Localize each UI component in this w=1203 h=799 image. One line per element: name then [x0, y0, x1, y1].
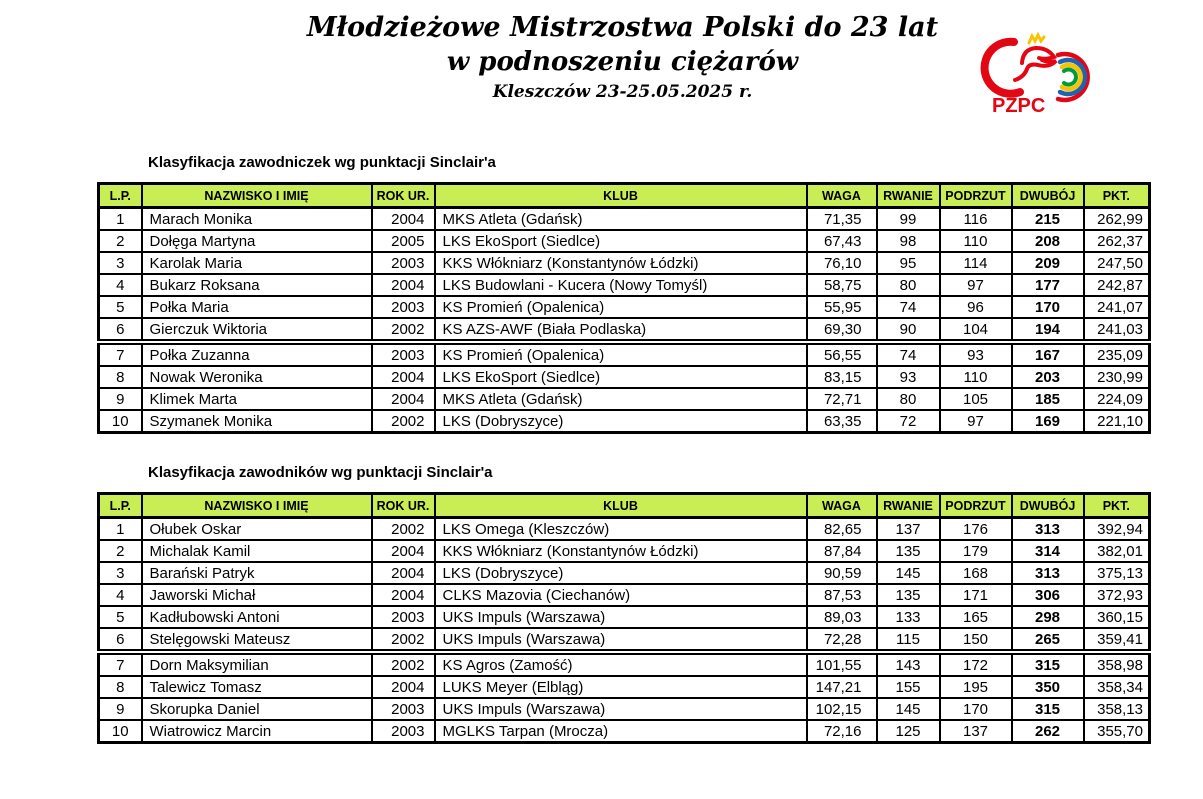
table-cell: 2002 [372, 652, 435, 676]
table-cell: Skorupka Daniel [142, 698, 372, 720]
table-cell: 137 [877, 518, 940, 541]
table-cell: 172 [940, 652, 1012, 676]
table-cell: Dorn Maksymilian [142, 652, 372, 676]
table-row [99, 252, 1150, 274]
table-cell: 135 [877, 540, 940, 562]
table-cell: 80 [877, 388, 940, 410]
column-header-club: KLUB [435, 184, 807, 208]
table-cell: 358,34 [1084, 676, 1150, 698]
column-header-total: DWUBÓJ [1012, 494, 1084, 518]
table-cell: 224,09 [1084, 388, 1150, 410]
table-cell: 265 [1012, 628, 1084, 652]
table-cell: 215 [1012, 208, 1084, 231]
table-cell: 76,10 [807, 252, 877, 274]
table-cell: LKS (Dobryszyce) [435, 562, 807, 584]
table-cell: 2005 [372, 230, 435, 252]
table-cell: 72,28 [807, 628, 877, 652]
table-row [99, 540, 1150, 562]
table-row [99, 208, 1150, 231]
table-row [99, 518, 1150, 541]
column-header-total: DWUBÓJ [1012, 184, 1084, 208]
table-cell: 185 [1012, 388, 1084, 410]
table-cell: 2004 [372, 274, 435, 296]
table-cell: 2004 [372, 366, 435, 388]
table-cell: 93 [940, 342, 1012, 366]
table-cell: Stelęgowski Mateusz [142, 628, 372, 652]
table-cell: 2 [99, 540, 142, 562]
table-cell: 203 [1012, 366, 1084, 388]
table-cell: Nowak Weronika [142, 366, 372, 388]
table-cell: 358,98 [1084, 652, 1150, 676]
table-cell: 133 [877, 606, 940, 628]
table-cell: 104 [940, 318, 1012, 342]
table-cell: 135 [877, 584, 940, 606]
section-title-men: Klasyfikacja zawodników wg punktacji Sinclair'a [148, 464, 493, 481]
table-cell: 179 [940, 540, 1012, 562]
table-cell: 93 [877, 366, 940, 388]
table-cell: 382,01 [1084, 540, 1150, 562]
table-cell: 89,03 [807, 606, 877, 628]
table-cell: 72,16 [807, 720, 877, 743]
table-cell: 208 [1012, 230, 1084, 252]
table-row [99, 274, 1150, 296]
table-cell: LKS EkoSport (Siedlce) [435, 366, 807, 388]
table-cell: 169 [1012, 410, 1084, 433]
table-cell: 99 [877, 208, 940, 231]
table-cell: KS AZS-AWF (Biała Podlaska) [435, 318, 807, 342]
table-cell: 137 [940, 720, 1012, 743]
table-cell: 147,21 [807, 676, 877, 698]
table-cell: 314 [1012, 540, 1084, 562]
table-cell: Talewicz Tomasz [142, 676, 372, 698]
table-cell: 209 [1012, 252, 1084, 274]
table-row [99, 584, 1150, 606]
table-cell: 116 [940, 208, 1012, 231]
column-header-weight: WAGA [807, 184, 877, 208]
table-cell: Gierczuk Wiktoria [142, 318, 372, 342]
table-cell: CLKS Mazovia (Ciechanów) [435, 584, 807, 606]
table-cell: 74 [877, 296, 940, 318]
column-header-cleanjerk: PODRZUT [940, 494, 1012, 518]
title-line-1: Młodzieżowe Mistrzostwa Polski do 23 lat [306, 12, 939, 43]
table-cell: 71,35 [807, 208, 877, 231]
table-cell: 101,55 [807, 652, 877, 676]
table-cell: 313 [1012, 518, 1084, 541]
table-cell: 241,07 [1084, 296, 1150, 318]
table-cell: 97 [940, 274, 1012, 296]
column-header-points: PKT. [1084, 494, 1150, 518]
table-cell: 56,55 [807, 342, 877, 366]
table-cell: 359,41 [1084, 628, 1150, 652]
olympic-arcs-icon [1058, 54, 1088, 100]
table-cell: KS Promień (Opalenica) [435, 296, 807, 318]
table-cell: 242,87 [1084, 274, 1150, 296]
table-cell: 167 [1012, 342, 1084, 366]
table-cell: 2003 [372, 342, 435, 366]
table-cell: 98 [877, 230, 940, 252]
section-women [97, 145, 1148, 434]
table-cell: 1 [99, 518, 142, 541]
column-header-snatch: RWANIE [877, 184, 940, 208]
table-cell: 102,15 [807, 698, 877, 720]
crescent-icon [985, 42, 1020, 94]
table-row [99, 230, 1150, 252]
table-cell: Kadłubowski Antoni [142, 606, 372, 628]
table-cell: 87,53 [807, 584, 877, 606]
table-cell: 2002 [372, 318, 435, 342]
table-cell: 9 [99, 388, 142, 410]
table-cell: 10 [99, 410, 142, 433]
table-cell: 83,15 [807, 366, 877, 388]
table-cell: 125 [877, 720, 940, 743]
table-row [99, 698, 1150, 720]
table-row [99, 342, 1150, 366]
table-cell: 2004 [372, 676, 435, 698]
table-cell: 6 [99, 628, 142, 652]
table-cell: LKS (Dobryszyce) [435, 410, 807, 433]
table-cell: 97 [940, 410, 1012, 433]
table-cell: 298 [1012, 606, 1084, 628]
table-cell: Jaworski Michał [142, 584, 372, 606]
table-cell: 69,30 [807, 318, 877, 342]
table-cell: KKS Włókniarz (Konstantynów Łódzki) [435, 252, 807, 274]
table-cell: 105 [940, 388, 1012, 410]
column-header-year: ROK UR. [372, 494, 435, 518]
table-cell: Szymanek Monika [142, 410, 372, 433]
table-cell: 3 [99, 252, 142, 274]
men-results-table [97, 492, 1151, 744]
table-cell: Barański Patryk [142, 562, 372, 584]
table-cell: 170 [1012, 296, 1084, 318]
table-cell: 5 [99, 606, 142, 628]
table-cell: 114 [940, 252, 1012, 274]
table-cell: 115 [877, 628, 940, 652]
table-cell: 262 [1012, 720, 1084, 743]
table-row [99, 652, 1150, 676]
table-cell: 2004 [372, 562, 435, 584]
table-cell: 2004 [372, 584, 435, 606]
column-header-lp: L.P. [99, 184, 142, 208]
table-cell: 95 [877, 252, 940, 274]
table-cell: 2002 [372, 628, 435, 652]
table-cell: Marach Monika [142, 208, 372, 231]
table-cell: 170 [940, 698, 1012, 720]
title-line-3: Kleszczów 23-25.05.2025 r. [492, 81, 753, 102]
logo-text: PZPC [992, 95, 1046, 117]
table-cell: LUKS Meyer (Elbląg) [435, 676, 807, 698]
table-cell: 176 [940, 518, 1012, 541]
table-row [99, 410, 1150, 433]
table-cell: MKS Atleta (Gdańsk) [435, 208, 807, 231]
table-cell: 10 [99, 720, 142, 743]
table-cell: LKS Budowlani - Kucera (Nowy Tomyśl) [435, 274, 807, 296]
table-row [99, 720, 1150, 743]
table-cell: 74 [877, 342, 940, 366]
table-cell: 350 [1012, 676, 1084, 698]
table-cell: 262,37 [1084, 230, 1150, 252]
table-cell: 235,09 [1084, 342, 1150, 366]
table-cell: 2003 [372, 252, 435, 274]
table-cell: 392,94 [1084, 518, 1150, 541]
table-cell: MKS Atleta (Gdańsk) [435, 388, 807, 410]
column-header-weight: WAGA [807, 494, 877, 518]
table-cell: 194 [1012, 318, 1084, 342]
table-cell: 1 [99, 208, 142, 231]
column-header-name: NAZWISKO I IMIĘ [142, 184, 372, 208]
table-cell: UKS Impuls (Warszawa) [435, 698, 807, 720]
table-cell: 2002 [372, 518, 435, 541]
table-cell: 313 [1012, 562, 1084, 584]
table-row [99, 676, 1150, 698]
table-cell: 7 [99, 652, 142, 676]
table-cell: UKS Impuls (Warszawa) [435, 606, 807, 628]
table-cell: 4 [99, 274, 142, 296]
table-cell: 7 [99, 342, 142, 366]
table-cell: 241,03 [1084, 318, 1150, 342]
table-cell: 168 [940, 562, 1012, 584]
table-cell: 8 [99, 676, 142, 698]
table-row [99, 628, 1150, 652]
table-cell: 96 [940, 296, 1012, 318]
table-cell: Połka Zuzanna [142, 342, 372, 366]
table-cell: 8 [99, 366, 142, 388]
table-cell: 355,70 [1084, 720, 1150, 743]
table-cell: 110 [940, 366, 1012, 388]
table-cell: 171 [940, 584, 1012, 606]
table-cell: KS Promień (Opalenica) [435, 342, 807, 366]
table-cell: 306 [1012, 584, 1084, 606]
table-cell: 67,43 [807, 230, 877, 252]
table-cell: Dołęga Martyna [142, 230, 372, 252]
table-row [99, 606, 1150, 628]
table-cell: 221,10 [1084, 410, 1150, 433]
table-cell: 72,71 [807, 388, 877, 410]
column-header-lp: L.P. [99, 494, 142, 518]
table-cell: 315 [1012, 698, 1084, 720]
table-cell: 4 [99, 584, 142, 606]
crown-icon [1029, 35, 1044, 43]
table-cell: 2004 [372, 388, 435, 410]
table-cell: 63,35 [807, 410, 877, 433]
table-header-row [99, 494, 1150, 518]
table-cell: 247,50 [1084, 252, 1150, 274]
column-header-points: PKT. [1084, 184, 1150, 208]
eagle-icon [1015, 48, 1056, 80]
table-cell: 80 [877, 274, 940, 296]
table-cell: 2004 [372, 208, 435, 231]
table-cell: MGLKS Tarpan (Mrocza) [435, 720, 807, 743]
table-cell: LKS EkoSport (Siedlce) [435, 230, 807, 252]
table-cell: 2003 [372, 720, 435, 743]
section-title-women: Klasyfikacja zawodniczek wg punktacji Sinclair'a [148, 154, 496, 171]
table-cell: 360,15 [1084, 606, 1150, 628]
table-cell: Michalak Kamil [142, 540, 372, 562]
table-cell: 358,13 [1084, 698, 1150, 720]
column-header-name: NAZWISKO I IMIĘ [142, 494, 372, 518]
table-header-row [99, 184, 1150, 208]
table-cell: 2 [99, 230, 142, 252]
table-cell: KS Agros (Zamość) [435, 652, 807, 676]
table-cell: 2003 [372, 698, 435, 720]
table-cell: 72 [877, 410, 940, 433]
column-header-snatch: RWANIE [877, 494, 940, 518]
table-cell: 230,99 [1084, 366, 1150, 388]
table-cell: Połka Maria [142, 296, 372, 318]
table-cell: 90 [877, 318, 940, 342]
section-men [97, 455, 1148, 744]
table-cell: 262,99 [1084, 208, 1150, 231]
table-cell: 87,84 [807, 540, 877, 562]
table-cell: 58,75 [807, 274, 877, 296]
table-row [99, 318, 1150, 342]
table-cell: 195 [940, 676, 1012, 698]
table-cell: 6 [99, 318, 142, 342]
table-cell: 82,65 [807, 518, 877, 541]
table-cell: 2003 [372, 606, 435, 628]
table-cell: 143 [877, 652, 940, 676]
table-cell: 90,59 [807, 562, 877, 584]
table-cell: 3 [99, 562, 142, 584]
table-cell: KKS Włókniarz (Konstantynów Łódzki) [435, 540, 807, 562]
table-cell: 110 [940, 230, 1012, 252]
table-cell: 375,13 [1084, 562, 1150, 584]
table-cell: 150 [940, 628, 1012, 652]
table-cell: LKS Omega (Kleszczów) [435, 518, 807, 541]
table-cell: 2003 [372, 296, 435, 318]
table-cell: Klimek Marta [142, 388, 372, 410]
table-cell: Wiatrowicz Marcin [142, 720, 372, 743]
column-header-year: ROK UR. [372, 184, 435, 208]
table-cell: 9 [99, 698, 142, 720]
title-line-2: w podnoszeniu ciężarów [446, 47, 799, 78]
column-header-club: KLUB [435, 494, 807, 518]
table-row [99, 562, 1150, 584]
table-row [99, 388, 1150, 410]
table-cell: 145 [877, 698, 940, 720]
table-cell: Karolak Maria [142, 252, 372, 274]
table-cell: 5 [99, 296, 142, 318]
table-cell: UKS Impuls (Warszawa) [435, 628, 807, 652]
column-header-cleanjerk: PODRZUT [940, 184, 1012, 208]
table-cell: 165 [940, 606, 1012, 628]
table-cell: 372,93 [1084, 584, 1150, 606]
table-cell: 2002 [372, 410, 435, 433]
table-row [99, 296, 1150, 318]
table-cell: Bukarz Roksana [142, 274, 372, 296]
table-cell: Ołubek Oskar [142, 518, 372, 541]
women-results-table [97, 182, 1151, 434]
table-cell: 145 [877, 562, 940, 584]
table-cell: 315 [1012, 652, 1084, 676]
pzpc-logo [976, 32, 1096, 120]
table-cell: 155 [877, 676, 940, 698]
table-cell: 177 [1012, 274, 1084, 296]
table-cell: 55,95 [807, 296, 877, 318]
table-cell: 2004 [372, 540, 435, 562]
table-row [99, 366, 1150, 388]
